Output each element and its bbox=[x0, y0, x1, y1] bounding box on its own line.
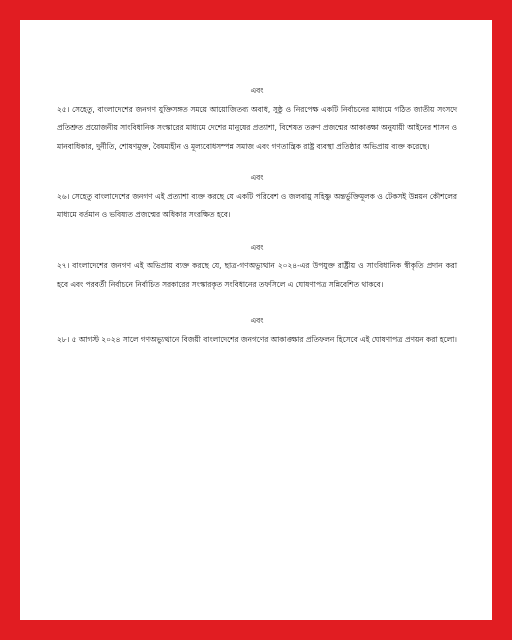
separator-and: এবং bbox=[250, 173, 264, 182]
clause-26: ২৬। সেহেতু বাংলাদেশের জনগণ এই প্রত্যাশা ব্যক্ত করছে যে একটি পরিবেশ ও জলবায়ু সহিষ্ণু অন্তর্ভুক্তিমূলক ও টেকসই উন্নয়ন কৌশলের মাধ্যমে বর্তমান ও ভবিষ্যত প্রজন্মের অধিকার সংরক্ষিত হবে। bbox=[57, 191, 457, 219]
separator-and: এবং bbox=[250, 242, 264, 252]
separator-and: এবং bbox=[250, 86, 264, 95]
clause-25: ২৫। সেহেতু, বাংলাদেশের জনগণ যুক্তিসঙ্গত সময়ে আয়োজিতব্য অবাধ, সুষ্ঠু ও নিরপেক্ষ একটি নির্বাচনের মাধ্যমে গঠিত জাতীয় সংসদে প্রতিশ্রুত প্রয়োজনীয় সাংবিধানিক সংস্কারের মাধ্যমে দেশের মানুষের প্রত্যাশা, বিশেষত তরুণ প্রজন্মের আকাঙ্ক্ষা অনুযায়ী আইনের শাসন ও মানবাধিকার, দুর্নীতি, শোষণমুক্ত, বৈষম্যহীন ও মূল্যবোধসম্পন্ন সমাজ এবং গণতান্ত্রিক রাষ্ট্র ব্যবস্থা প্রতিষ্ঠার অভিপ্রায় ব্যক্ত করেছে। bbox=[57, 104, 457, 151]
document-content bbox=[57, 82, 457, 362]
separator-and: এবং bbox=[250, 316, 264, 325]
clause-block-25 bbox=[57, 82, 457, 156]
clause-block-26 bbox=[57, 169, 457, 225]
clause-27: ২৭। বাংলাদেশের জনগণ এই অভিপ্রায় ব্যক্ত করছে যে, ছাত্র-গণঅভ্যুত্থান ২০২৪-এর উপযুক্ত রাষ্ট্রীয় ও সাংবিধানিক স্বীকৃতি প্রদান করা হবে এবং পরবর্তী নির্বাচনে নির্বাচিত সরকারের সংস্কারকৃত সংবিধানের তফসিলে এ ঘোষণাপত্র সন্নিবেশিত থাকবে। bbox=[57, 261, 457, 289]
clause-block-27 bbox=[57, 239, 457, 295]
clause-28: ২৮। ৫ আগস্ট ২০২৪ সালে গণঅভ্যুত্থানে বিজয়ী বাংলাদেশের জনগণের আকাঙ্ক্ষার প্রতিফলন হিসেবে এই ঘোষণাপত্র প্রণয়ন করা হলো। bbox=[57, 334, 457, 344]
document-page bbox=[20, 20, 492, 620]
clause-block-28 bbox=[57, 312, 457, 349]
